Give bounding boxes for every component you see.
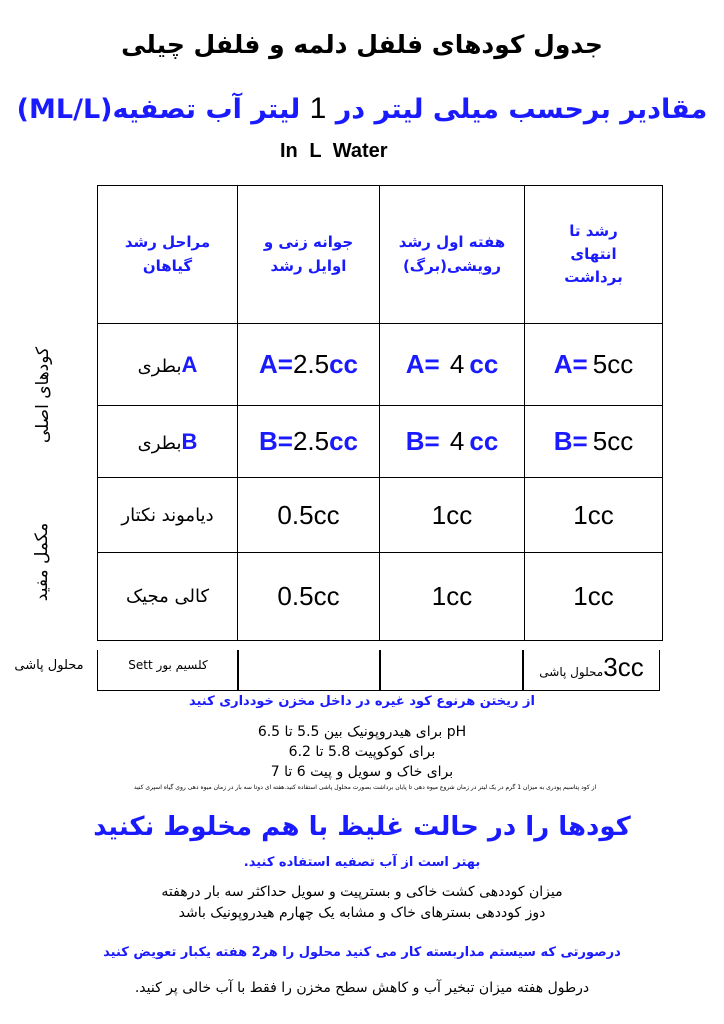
spray-row-label: محلول پاشی <box>14 658 84 673</box>
row-b-cell <box>525 406 663 478</box>
row-b-unit: cc <box>607 426 634 456</box>
header-stage <box>98 186 238 324</box>
row-a-prefix: A= <box>405 349 440 379</box>
row-a-value: 2.5 <box>292 349 330 379</box>
spray-value-label: محلول پاشی <box>539 665 604 679</box>
row-b-label <box>98 406 238 478</box>
subtitle-after: لیتر آب تصفیه(ML/L) <box>16 94 301 125</box>
table-header-row <box>98 186 663 324</box>
header-stage-text: مراحل رشد گیاهان <box>124 233 211 275</box>
row-a-unit: cc <box>469 349 499 379</box>
spray-product: کلسیم بور Sett <box>128 658 208 672</box>
side-label-main: کودهای اصلی <box>33 346 53 444</box>
potassium-note: از کود پتاسیم پودری به میزان 1 گرم در یک لیتر در زمان شروع میوه دهی تا پایان برداشت بصورت محلول پاشی استفاده کنید.هفته ای دوتا سه بار در زمان میوه دهی روی گیاه اسپری کنید <box>133 784 597 791</box>
page-title: جدول کودهای فلفل دلمه و فلفل چیلی <box>121 30 603 59</box>
row-cali-magic-value: 1cc <box>525 553 663 641</box>
row-b-prefix: B= <box>405 426 440 456</box>
row-b-cell <box>238 406 380 478</box>
row-a-unit: cc <box>607 349 634 379</box>
row-b-value: 5 <box>592 426 608 456</box>
dose-line-frequency: میزان کوددهی کشت خاکی و بسترپیت و سویل حداکثر سه بار درهفته <box>161 884 563 900</box>
row-cali-magic-value: 1cc <box>380 553 525 641</box>
row-b-prefix: B= <box>553 426 588 456</box>
row-a-label-text: بطری <box>137 355 182 377</box>
row-b-unit: cc <box>329 426 359 456</box>
header-vegetative-text: هفته اول رشد رویشی(برگ) <box>398 233 506 275</box>
row-a-value: 4 <box>449 349 465 379</box>
row-a-letter: A <box>181 351 198 377</box>
spray-value-cell <box>525 652 658 683</box>
header-vegetative <box>380 186 525 324</box>
row-a-cell <box>380 324 525 406</box>
subtitle-number: 1 <box>309 92 327 125</box>
units-subtitle <box>0 92 724 126</box>
row-diamond-nectar-label: دیاموند نکتار <box>98 478 238 553</box>
spray-row <box>4 650 658 692</box>
table-row <box>98 406 663 478</box>
row-a-prefix: A= <box>553 349 588 379</box>
table-row <box>98 553 663 641</box>
row-a-label <box>98 324 238 406</box>
header-harvest <box>525 186 663 324</box>
header-harvest-text: رشد تا انتهای برداشت <box>564 221 623 287</box>
spray-value: 3cc <box>603 652 644 682</box>
subtitle-before: مقادیر برحسب میلی لیتر در <box>335 94 708 125</box>
ph-line-cocopeat: برای کوکوپیت 5.8 تا 6.2 <box>288 744 436 760</box>
storage-warning: از ریختن هرنوع کود غیره در داخل مخزن خودداری کنید <box>188 694 535 709</box>
row-a-prefix: A= <box>258 349 293 379</box>
side-label-supplement: مکمل مفید <box>32 522 52 602</box>
row-b-letter: B <box>181 428 198 454</box>
evaporation-note: درطول هفته میزان تبخیر آب و کاهش سطح مخزن را فقط با آب خالی پر کنید. <box>134 980 590 996</box>
row-b-label-text: بطری <box>137 432 182 454</box>
header-germination <box>238 186 380 324</box>
ph-line-soil: برای خاک و سویل و پیت 6 تا 7 <box>270 764 454 780</box>
row-cali-magic-value: 0.5cc <box>238 553 380 641</box>
row-a-unit: cc <box>329 349 359 379</box>
row-a-cell <box>238 324 380 406</box>
fertilizer-table <box>97 185 663 641</box>
row-b-unit: cc <box>469 426 499 456</box>
row-diamond-nectar-value: 0.5cc <box>238 478 380 553</box>
ph-line-hydroponic: pH برای هیدروپونیک بین 5.5 تا 6.5 <box>257 724 467 740</box>
table-row <box>98 478 663 553</box>
row-a-value: 5 <box>592 349 608 379</box>
row-cali-magic-label: کالی مجیک <box>98 553 238 641</box>
table-row <box>98 324 663 406</box>
dose-line-quarter: دوز کوددهی بسترهای خاک و مشابه یک چهارم هیدروپونیک باشد <box>178 905 546 921</box>
no-mix-warning: کودها را در حالت غلیظ با هم مخلوط نکنید <box>93 812 631 842</box>
row-diamond-nectar-value: 1cc <box>380 478 525 553</box>
row-b-cell <box>380 406 525 478</box>
closed-system-note: درصورتی که سیستم مداربسته کار می کنید محلول را هر2 هفته یکبار تعویض کنید <box>103 945 621 960</box>
purified-water-note: بهتر است از آب تصفیه استفاده کنید. <box>243 855 481 870</box>
row-a-cell <box>525 324 663 406</box>
row-diamond-nectar-value: 1cc <box>525 478 663 553</box>
header-germination-text: جوانه زنی و اوایل رشد <box>263 233 354 275</box>
row-b-value: 2.5 <box>292 426 330 456</box>
row-b-prefix: B= <box>258 426 293 456</box>
in-water-label: In L Water <box>280 140 388 162</box>
row-b-value: 4 <box>449 426 465 456</box>
